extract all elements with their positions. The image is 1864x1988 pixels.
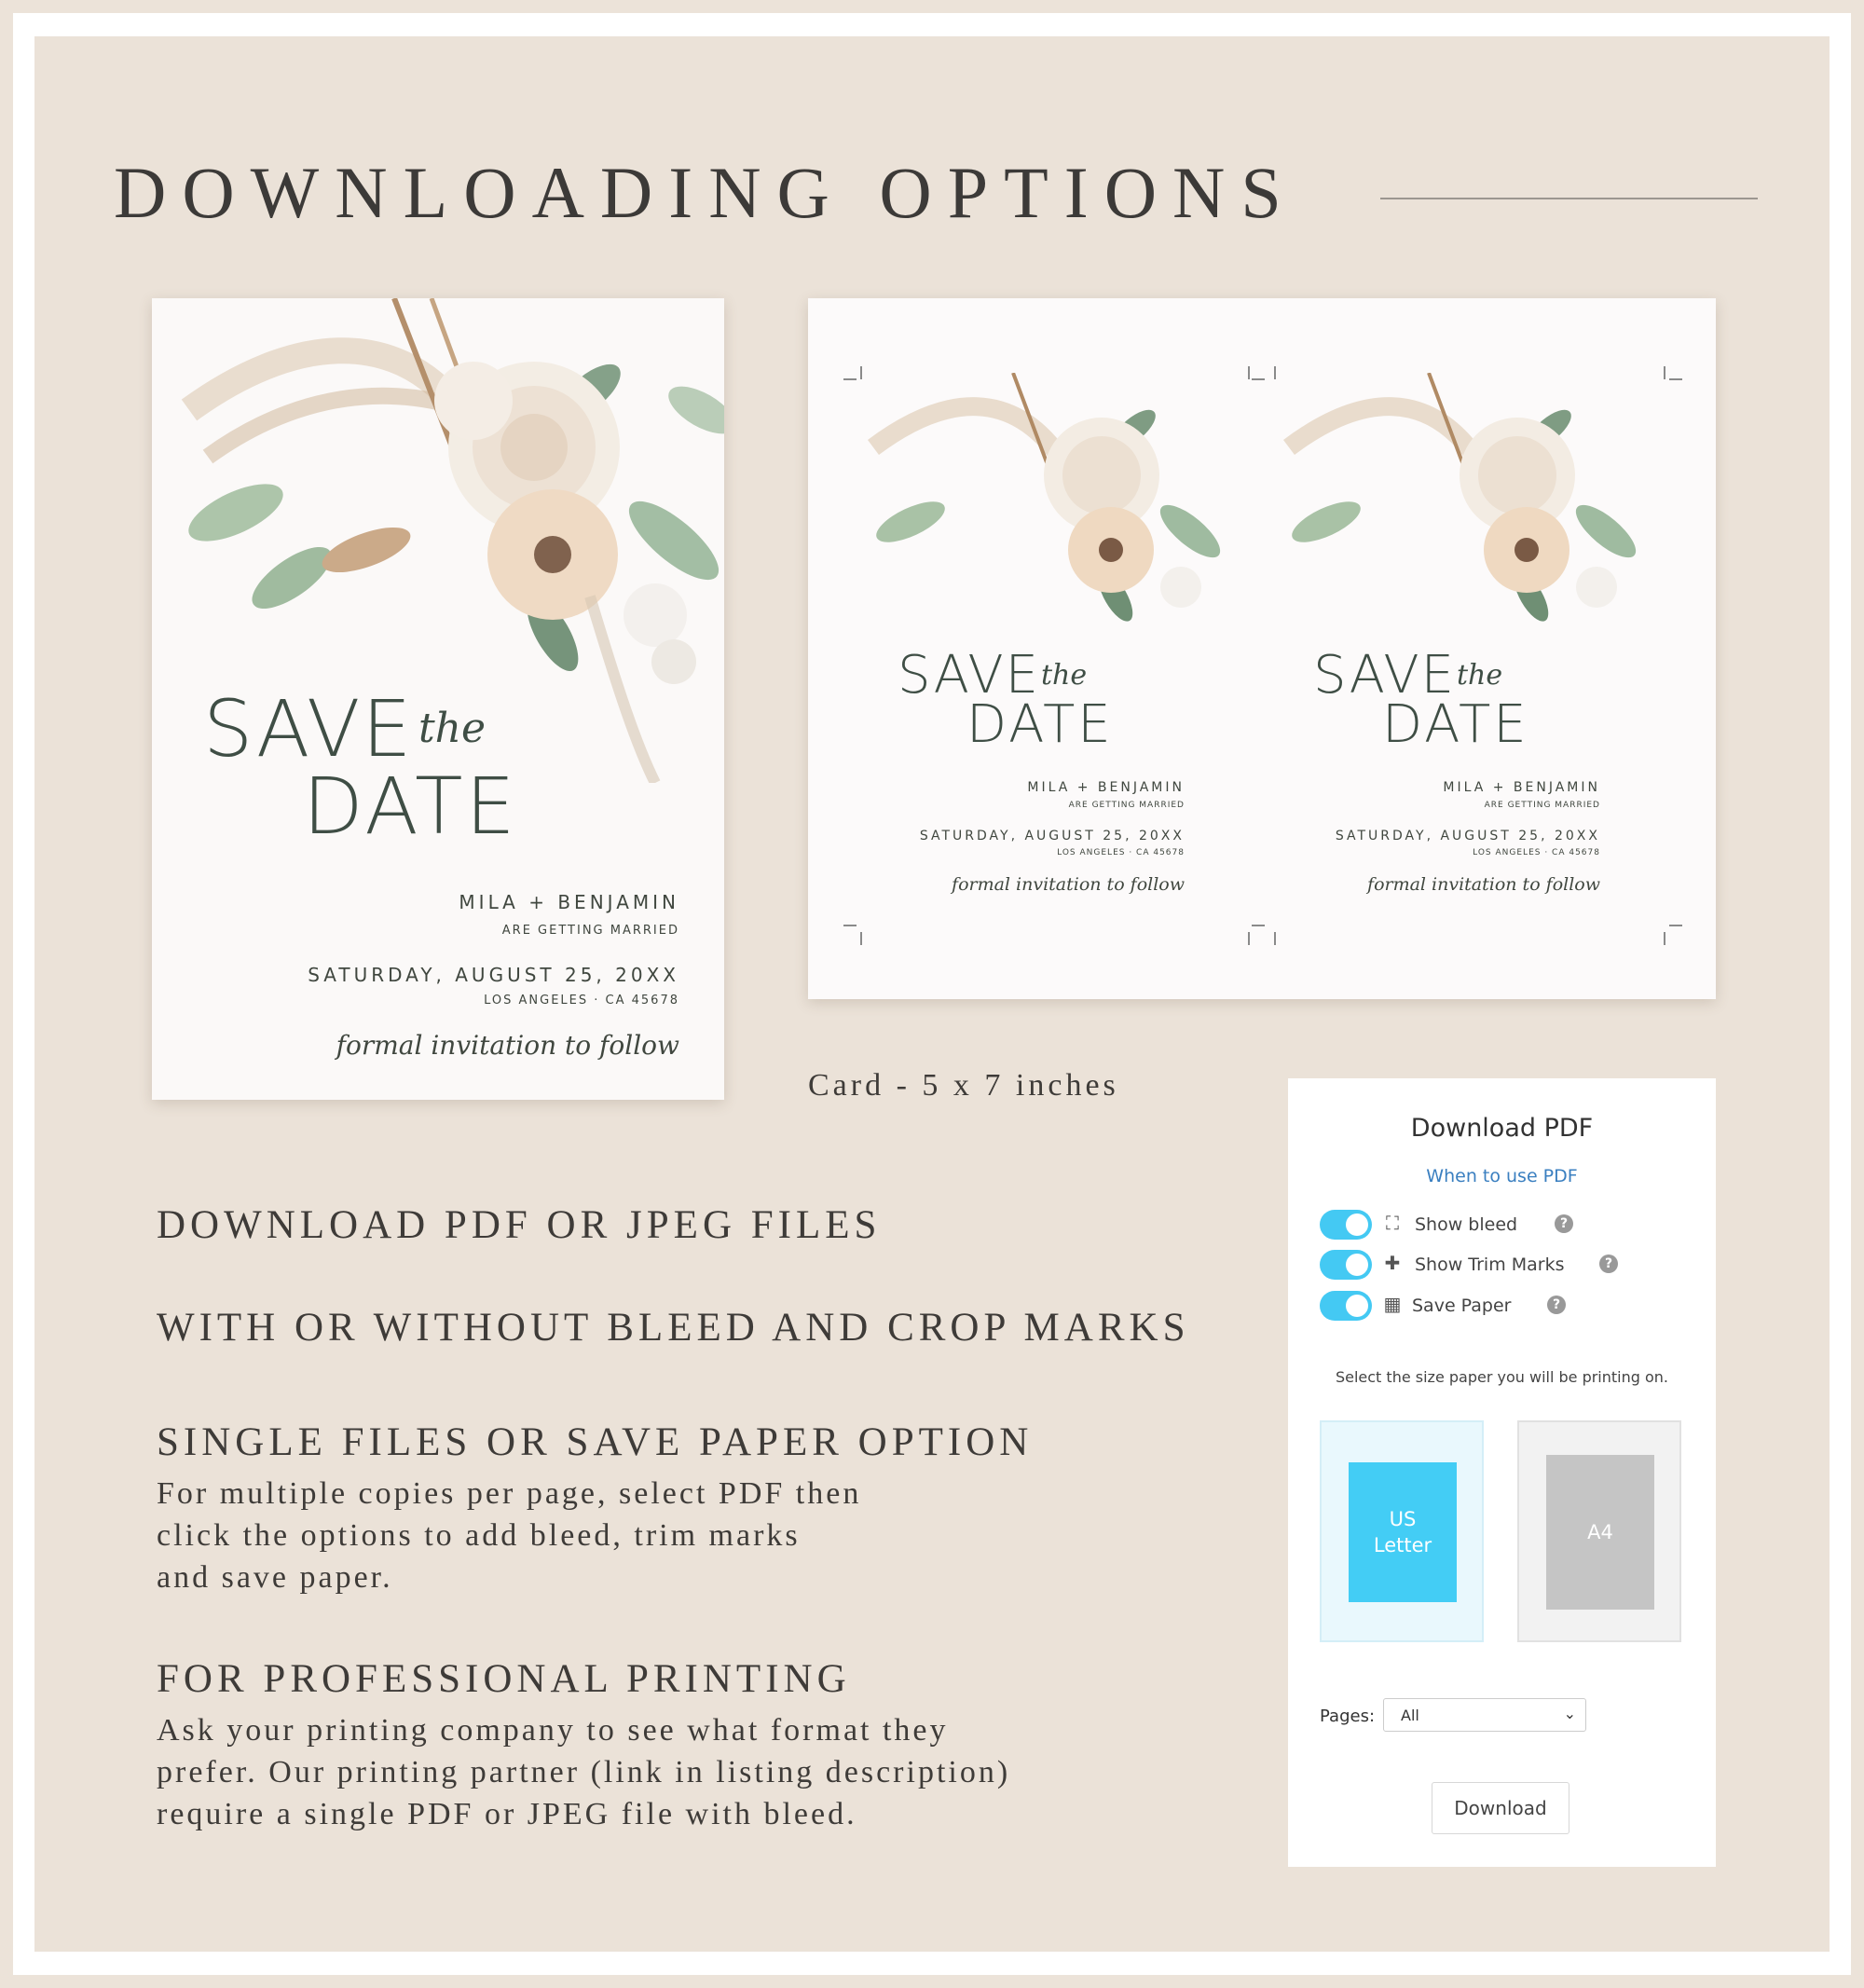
panel-title: Download PDF: [1410, 1114, 1594, 1143]
paper-label: A4: [1546, 1455, 1654, 1610]
sheet-card-left: [855, 373, 1224, 895]
show-trim-marks-label: Show Trim Marks: [1415, 1254, 1565, 1275]
chevron-down-icon: ⌄: [1563, 1705, 1576, 1722]
sheet-event-date: SATURDAY, AUGUST 25, 20XX: [919, 829, 1185, 843]
card-getting-married: ARE GETTING MARRIED: [501, 924, 679, 938]
sheet-location: LOS ANGELES · CA 45678: [1473, 848, 1600, 857]
sheet-footer-script: formal invitation to follow: [952, 874, 1185, 895]
trim-mark: [1274, 932, 1276, 945]
sheet-date-text: DATE: [966, 694, 1114, 755]
download-pdf-panel: [1288, 1078, 1716, 1867]
feature-text-line: For multiple copies per page, select PDF then: [157, 1476, 862, 1511]
trim-mark: [1248, 932, 1250, 945]
paper-option-us-letter[interactable]: [1320, 1420, 1484, 1642]
show-trim-marks-toggle[interactable]: [1320, 1250, 1372, 1280]
trim-mark: [1252, 378, 1265, 380]
help-icon[interactable]: ?: [1599, 1254, 1618, 1273]
sheet-the-script: the: [1041, 659, 1088, 692]
sheet-card-right: [1270, 373, 1639, 895]
trim-mark: [843, 925, 857, 926]
card-the-script: the: [418, 705, 487, 752]
page-title: DOWNLOADING OPTIONS: [114, 152, 1297, 233]
paper-option-a4[interactable]: [1517, 1420, 1681, 1642]
save-paper-toggle[interactable]: [1320, 1291, 1372, 1321]
paper-label: US Letter: [1349, 1462, 1457, 1602]
card-footer-script: formal invitation to follow: [336, 1030, 679, 1061]
trim-mark: [1664, 932, 1665, 945]
card-date-text: DATE: [303, 761, 518, 852]
trim-mark: [1274, 366, 1276, 379]
floral-bouquet-illustration: [855, 373, 1224, 680]
floral-bouquet-illustration: [1270, 373, 1639, 680]
card-save-text: SAVE: [203, 683, 414, 775]
feature-heading-professional: FOR PROFESSIONAL PRINTING: [157, 1657, 851, 1701]
sheet-date-text: DATE: [1382, 694, 1529, 755]
card-names: MILA + BENJAMIN: [459, 891, 679, 913]
title-divider: [1380, 198, 1758, 199]
card-location: LOS ANGELES · CA 45678: [484, 994, 679, 1008]
download-button[interactable]: Download: [1432, 1782, 1569, 1834]
grid-icon: ▦: [1383, 1293, 1402, 1315]
toggle-knob: [1346, 1254, 1368, 1276]
sheet-footer-script: formal invitation to follow: [1367, 874, 1600, 895]
trim-marks-icon: ✚: [1384, 1252, 1401, 1274]
card-size-caption: Card - 5 x 7 inches: [808, 1068, 1119, 1103]
trim-mark: [1252, 925, 1265, 926]
sheet-event-date: SATURDAY, AUGUST 25, 20XX: [1335, 829, 1600, 843]
toggle-knob: [1346, 1295, 1368, 1317]
trim-mark: [1669, 925, 1682, 926]
expand-corners-icon: ⛶: [1386, 1212, 1399, 1234]
trim-mark: [843, 378, 857, 380]
help-icon[interactable]: ?: [1555, 1214, 1573, 1233]
help-icon[interactable]: ?: [1547, 1296, 1566, 1314]
save-paper-label: Save Paper: [1412, 1296, 1512, 1316]
trim-mark: [1248, 366, 1250, 379]
sheet-getting-married: ARE GETTING MARRIED: [1484, 801, 1600, 810]
sheet-names: MILA + BENJAMIN: [1443, 780, 1600, 795]
pages-label: Pages:: [1320, 1707, 1376, 1726]
sheet-getting-married: ARE GETTING MARRIED: [1068, 801, 1185, 810]
trim-mark: [860, 932, 862, 945]
paper-size-instruction: Select the size paper you will be printing on.: [1335, 1368, 1669, 1386]
pages-select[interactable]: [1383, 1698, 1586, 1732]
sheet-save-text: SAVE: [1313, 645, 1457, 706]
when-to-use-pdf-link[interactable]: When to use PDF: [1426, 1166, 1578, 1186]
save-paper-sheet-preview: [808, 298, 1716, 999]
feature-text-line: require a single PDF or JPEG file with bleed.: [157, 1797, 857, 1831]
show-bleed-label: Show bleed: [1415, 1214, 1518, 1235]
feature-heading-save-paper: SINGLE FILES OR SAVE PAPER OPTION: [157, 1420, 1034, 1464]
feature-text-line: click the options to add bleed, trim marks: [157, 1518, 801, 1553]
card-preview-single: [152, 298, 724, 1100]
sheet-save-text: SAVE: [898, 645, 1041, 706]
toggle-knob: [1346, 1213, 1368, 1236]
feature-text-line: prefer. Our printing partner (link in listing description): [157, 1755, 1011, 1789]
feature-text-line: and save paper.: [157, 1560, 393, 1595]
feature-text-line: Ask your printing company to see what format they: [157, 1713, 949, 1748]
trim-mark: [1669, 378, 1682, 380]
sheet-location: LOS ANGELES · CA 45678: [1057, 848, 1185, 857]
trim-mark: [860, 366, 862, 379]
show-bleed-toggle[interactable]: [1320, 1210, 1372, 1240]
feature-heading-download: DOWNLOAD PDF OR JPEG FILES: [157, 1203, 882, 1247]
card-event-date: SATURDAY, AUGUST 25, 20XX: [308, 964, 679, 986]
sheet-names: MILA + BENJAMIN: [1027, 780, 1185, 795]
sheet-the-script: the: [1457, 659, 1503, 692]
trim-mark: [1664, 366, 1665, 379]
pages-selected-value: All: [1401, 1707, 1419, 1724]
feature-heading-bleed: WITH OR WITHOUT BLEED AND CROP MARKS: [157, 1306, 1190, 1350]
